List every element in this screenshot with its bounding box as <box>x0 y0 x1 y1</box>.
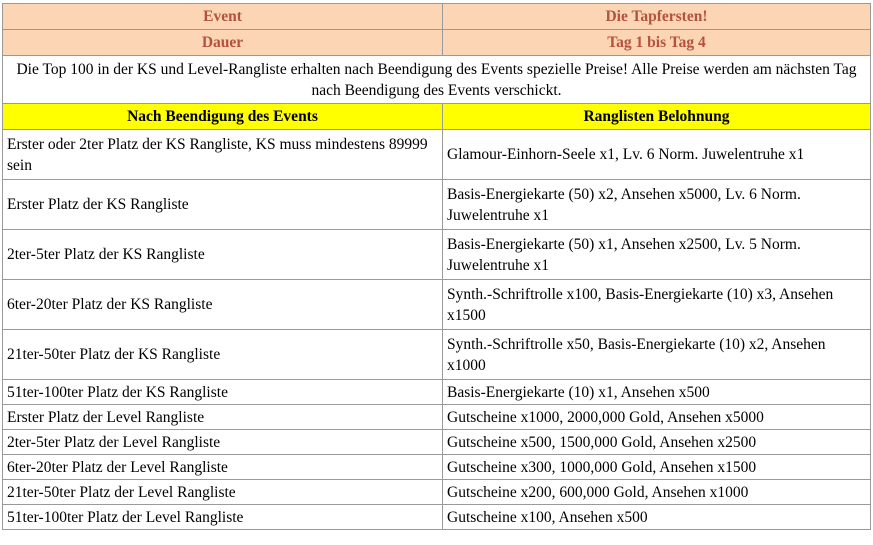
reward-cell: Glamour-Einhorn-Seele x1, Lv. 6 Norm. Juwelentruhe x1 <box>443 130 871 180</box>
event-value: Die Tapfersten! <box>443 4 871 30</box>
event-label: Event <box>3 4 443 30</box>
duration-value: Tag 1 bis Tag 4 <box>443 30 871 56</box>
rank-cell: 6ter-20ter Platz der KS Rangliste <box>3 280 443 330</box>
table-row <box>3 230 871 280</box>
reward-cell: Basis-Energiekarte (50) x2, Ansehen x5000, Lv. 6 Norm. Juwelentruhe x1 <box>443 180 871 230</box>
reward-cell: Gutscheine x100, Ansehen x500 <box>443 505 871 530</box>
duration-label: Dauer <box>3 30 443 56</box>
rank-cell: Erster oder 2ter Platz der KS Rangliste, KS muss mindestens 89999 sein <box>3 130 443 180</box>
table-row <box>3 180 871 230</box>
reward-cell: Synth.-Schriftrolle x50, Basis-Energiekarte (10) x2, Ansehen x1000 <box>443 330 871 380</box>
table-row <box>3 480 871 505</box>
reward-cell: Basis-Energiekarte (10) x1, Ansehen x500 <box>443 380 871 405</box>
rank-cell: 51ter-100ter Platz der KS Rangliste <box>3 380 443 405</box>
table-row <box>3 380 871 405</box>
table-row <box>3 280 871 330</box>
reward-cell: Gutscheine x500, 1500,000 Gold, Ansehen x2500 <box>443 430 871 455</box>
table-row <box>3 130 871 180</box>
reward-cell: Basis-Energiekarte (50) x1, Ansehen x2500, Lv. 5 Norm. Juwelentruhe x1 <box>443 230 871 280</box>
table-row <box>3 405 871 430</box>
column-header-reward: Ranglisten Belohnung <box>443 104 871 130</box>
column-header-rank: Nach Beendigung des Events <box>3 104 443 130</box>
rank-cell: 6ter-20ter Platz der Level Rangliste <box>3 455 443 480</box>
table-row <box>3 455 871 480</box>
reward-cell: Gutscheine x200, 600,000 Gold, Ansehen x1000 <box>443 480 871 505</box>
table-row <box>3 430 871 455</box>
rank-cell: 21ter-50ter Platz der Level Rangliste <box>3 480 443 505</box>
event-info-table-wrapper <box>2 3 871 530</box>
rank-cell: Erster Platz der KS Rangliste <box>3 180 443 230</box>
reward-cell: Synth.-Schriftrolle x100, Basis-Energiekarte (10) x3, Ansehen x1500 <box>443 280 871 330</box>
rank-cell: Erster Platz der Level Rangliste <box>3 405 443 430</box>
duration-row <box>3 30 871 56</box>
event-rewards-table <box>2 3 871 530</box>
rank-cell: 21ter-50ter Platz der KS Rangliste <box>3 330 443 380</box>
table-row <box>3 505 871 530</box>
reward-cell: Gutscheine x1000, 2000,000 Gold, Ansehen x5000 <box>443 405 871 430</box>
table-row <box>3 330 871 380</box>
event-row <box>3 4 871 30</box>
intro-text: Die Top 100 in der KS und Level-Rangliste erhalten nach Beendigung des Events spezielle Preise! Alle Preise werden am nächsten Tag nach Beendigung des Events verschickt. <box>3 56 871 104</box>
reward-cell: Gutscheine x300, 1000,000 Gold, Ansehen x1500 <box>443 455 871 480</box>
rank-cell: 2ter-5ter Platz der KS Rangliste <box>3 230 443 280</box>
rank-cell: 2ter-5ter Platz der Level Rangliste <box>3 430 443 455</box>
rank-cell: 51ter-100ter Platz der Level Rangliste <box>3 505 443 530</box>
column-header-row <box>3 104 871 130</box>
intro-row <box>3 56 871 104</box>
